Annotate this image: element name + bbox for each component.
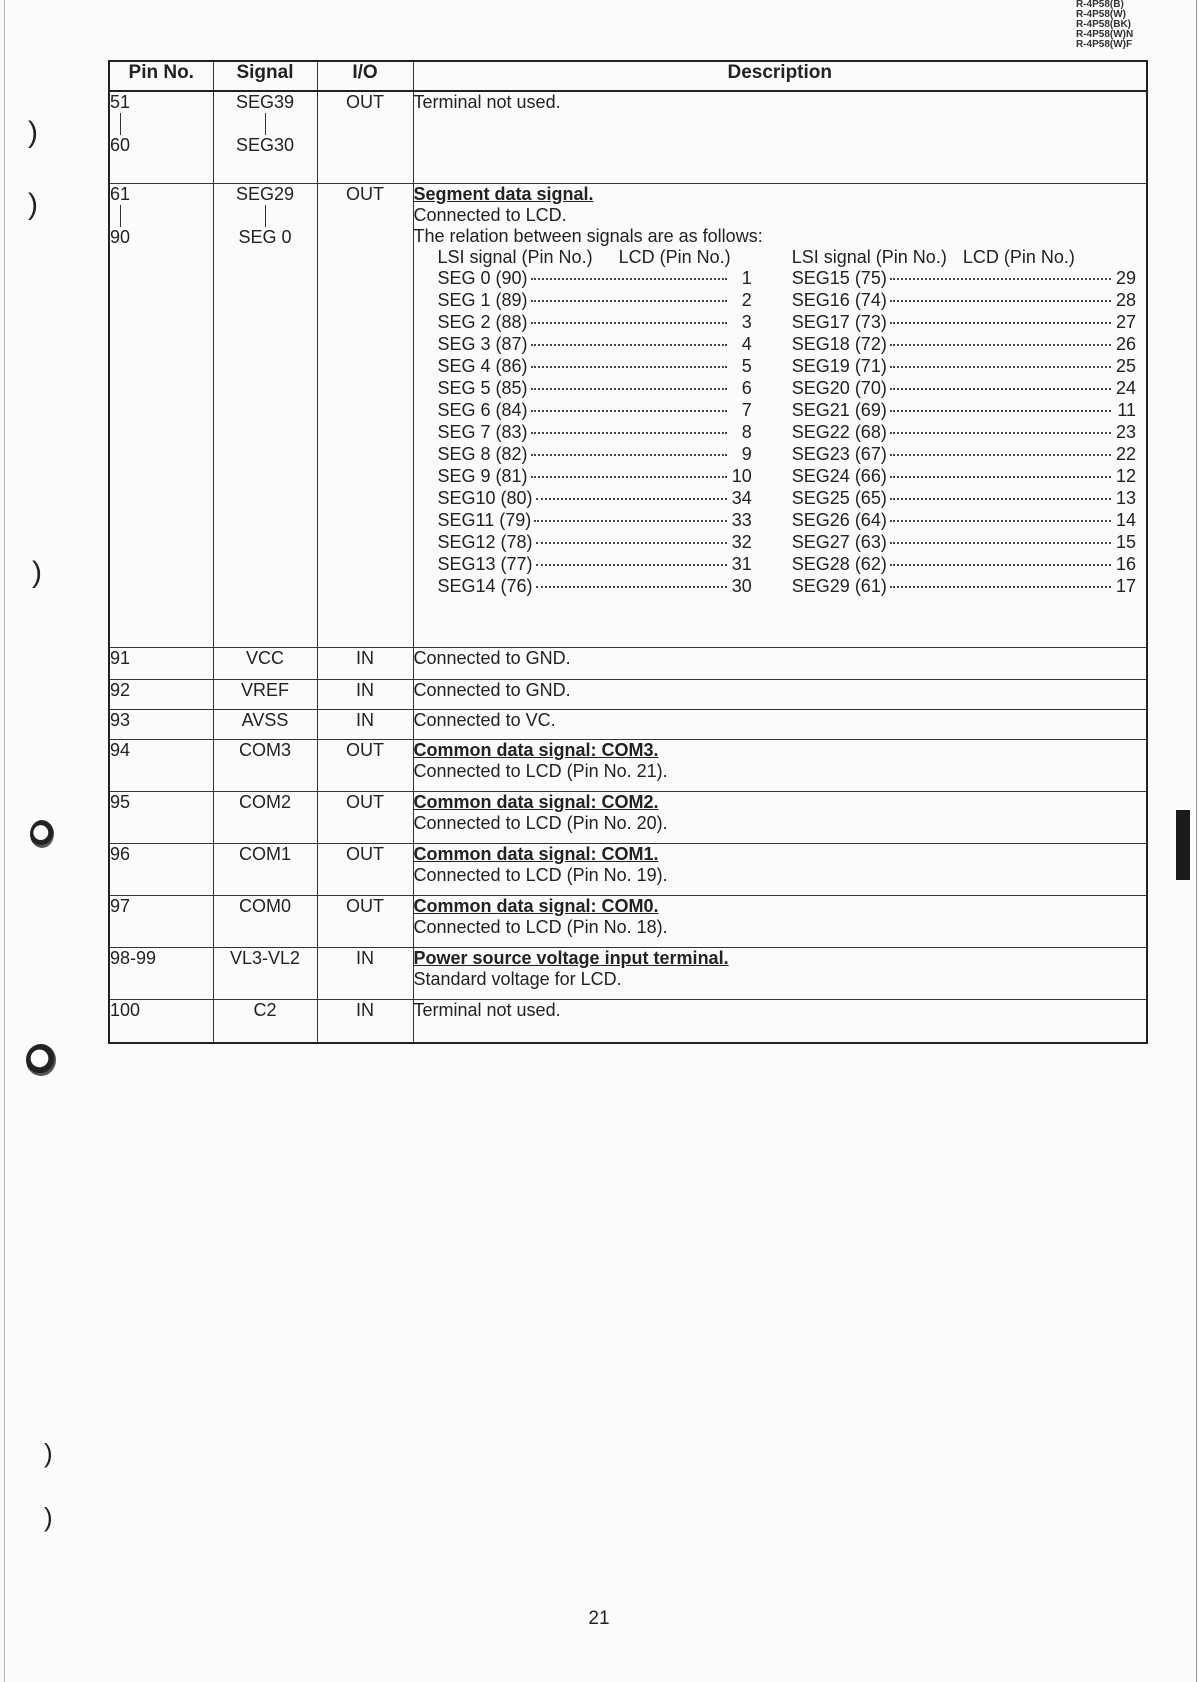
signal-cell bbox=[213, 183, 317, 647]
lsi-signal: SEG20 (70) bbox=[791, 377, 887, 398]
pin-cell: 92 bbox=[109, 679, 213, 709]
table-header-row bbox=[109, 61, 1147, 91]
description-line: Connected to LCD (Pin No. 18). bbox=[413, 916, 668, 937]
table-row bbox=[109, 999, 1147, 1043]
lsi-signal: SEG 2 (88) bbox=[437, 311, 528, 332]
page-number: 21 bbox=[588, 1608, 610, 1629]
description-cell bbox=[413, 895, 1147, 947]
dot-leader bbox=[890, 586, 1111, 588]
dot-leader bbox=[890, 322, 1111, 324]
dot-leader bbox=[531, 388, 727, 390]
binder-mark: ) bbox=[44, 1502, 53, 1532]
relation-grid bbox=[438, 268, 1147, 598]
description-title: Common data signal: COM2. bbox=[413, 791, 659, 812]
relation-item bbox=[438, 378, 752, 400]
lcd-pin: 28 bbox=[1115, 289, 1136, 310]
pin-cell bbox=[109, 183, 213, 647]
signal-cell: COM2 bbox=[213, 791, 317, 843]
relation-item bbox=[792, 466, 1136, 488]
pin-to: 60 bbox=[110, 135, 131, 155]
io-cell: OUT bbox=[317, 91, 413, 183]
dot-leader bbox=[531, 410, 727, 412]
relation-item bbox=[438, 334, 752, 356]
dot-leader bbox=[890, 388, 1111, 390]
side-tab-marker bbox=[1176, 810, 1190, 880]
description-line: Connected to LCD (Pin No. 20). bbox=[413, 812, 668, 833]
header-pin-no: Pin No. bbox=[109, 61, 213, 91]
lcd-col-header: LCD (Pin No.) bbox=[962, 246, 1075, 267]
lcd-pin: 15 bbox=[1115, 531, 1136, 552]
description-line: Connected to GND. bbox=[413, 679, 571, 700]
pin-cell bbox=[109, 91, 213, 183]
relation-item bbox=[438, 466, 752, 488]
lsi-signal: SEG21 (69) bbox=[791, 399, 887, 420]
relation-item bbox=[792, 356, 1136, 378]
description-line: The relation between signals are as follows: bbox=[413, 225, 763, 246]
lcd-pin: 23 bbox=[1115, 421, 1136, 442]
lcd-pin: 9 bbox=[741, 443, 752, 464]
description-title: Common data signal: COM3. bbox=[413, 739, 659, 760]
dot-leader bbox=[531, 476, 727, 478]
description-cell bbox=[413, 183, 1147, 647]
description-title: Common data signal: COM0. bbox=[413, 895, 659, 916]
lsi-signal: SEG 3 (87) bbox=[437, 333, 528, 354]
dot-leader bbox=[536, 498, 727, 500]
lsi-signal: SEG22 (68) bbox=[791, 421, 887, 442]
lcd-pin: 32 bbox=[731, 531, 752, 552]
pin-cell: 100 bbox=[109, 999, 213, 1043]
lsi-signal: SEG26 (64) bbox=[791, 509, 887, 530]
model-code: R-4P58(BK) bbox=[1076, 19, 1132, 30]
signal-cell: COM1 bbox=[213, 843, 317, 895]
signal-cell: VL3-VL2 bbox=[213, 947, 317, 999]
lcd-pin: 13 bbox=[1115, 487, 1136, 508]
dot-leader bbox=[890, 454, 1111, 456]
header-io: I/O bbox=[317, 61, 413, 91]
dot-leader bbox=[890, 542, 1111, 544]
signal-cell: C2 bbox=[213, 999, 317, 1043]
lsi-signal: SEG 5 (85) bbox=[437, 377, 528, 398]
relation-item bbox=[438, 554, 752, 576]
signal-cell: VCC bbox=[213, 647, 317, 679]
lcd-pin: 11 bbox=[1117, 399, 1136, 420]
lsi-signal: SEG24 (66) bbox=[791, 465, 887, 486]
description-line: Connected to LCD (Pin No. 19). bbox=[413, 864, 668, 885]
io-cell: OUT bbox=[317, 843, 413, 895]
relation-list-right bbox=[792, 268, 1146, 598]
io-cell: IN bbox=[317, 679, 413, 709]
relation-item bbox=[792, 334, 1136, 356]
description-cell bbox=[413, 999, 1147, 1043]
pin-to: 90 bbox=[110, 226, 131, 247]
lsi-signal: SEG 0 (90) bbox=[437, 267, 528, 288]
lcd-pin: 12 bbox=[1115, 465, 1136, 486]
lsi-signal: SEG25 (65) bbox=[791, 487, 887, 508]
io-cell: IN bbox=[317, 999, 413, 1043]
pin-cell: 98-99 bbox=[109, 947, 213, 999]
binder-mark: ) bbox=[44, 1438, 53, 1468]
lsi-signal: SEG14 (76) bbox=[437, 575, 533, 596]
description-line: Standard voltage for LCD. bbox=[413, 968, 622, 989]
pin-cell: 91 bbox=[109, 647, 213, 679]
relation-item bbox=[438, 290, 752, 312]
dot-leader bbox=[890, 410, 1111, 412]
relation-item bbox=[792, 576, 1136, 598]
relation-item bbox=[792, 554, 1136, 576]
lsi-signal: SEG11 (79) bbox=[437, 509, 532, 530]
description-line: Connected to VC. bbox=[413, 709, 556, 730]
relation-header bbox=[438, 247, 1147, 268]
io-cell: OUT bbox=[317, 895, 413, 947]
relation-item bbox=[792, 290, 1136, 312]
lsi-signal: SEG18 (72) bbox=[791, 333, 887, 354]
left-edge-line bbox=[4, 0, 5, 1682]
description-cell bbox=[413, 739, 1147, 791]
table-row bbox=[109, 739, 1147, 791]
lcd-pin: 8 bbox=[741, 421, 752, 442]
lcd-pin: 1 bbox=[741, 267, 752, 288]
relation-item bbox=[438, 532, 752, 554]
lsi-signal: SEG12 (78) bbox=[437, 531, 533, 552]
lcd-pin: 25 bbox=[1115, 355, 1136, 376]
pin-from: 51 bbox=[110, 92, 131, 112]
lsi-signal: SEG 1 (89) bbox=[437, 289, 528, 310]
dot-leader bbox=[536, 542, 727, 544]
dot-leader bbox=[890, 564, 1111, 566]
relation-item bbox=[438, 356, 752, 378]
lsi-signal: SEG28 (62) bbox=[791, 553, 887, 574]
lsi-signal: SEG 8 (82) bbox=[437, 443, 528, 464]
table-row bbox=[109, 791, 1147, 843]
relation-item bbox=[438, 444, 752, 466]
relation-item bbox=[792, 422, 1136, 444]
relation-item bbox=[792, 312, 1136, 334]
relation-item bbox=[792, 268, 1136, 290]
relation-item bbox=[792, 532, 1136, 554]
description-cell bbox=[413, 679, 1147, 709]
binder-hole bbox=[30, 820, 54, 848]
dot-leader bbox=[890, 476, 1111, 478]
description-line: Terminal not used. bbox=[413, 999, 561, 1020]
lcd-col-header: LCD (Pin No.) bbox=[618, 246, 731, 267]
description-cell bbox=[413, 791, 1147, 843]
pin-cell: 96 bbox=[109, 843, 213, 895]
binder-hole bbox=[26, 1044, 56, 1076]
lsi-signal: SEG17 (73) bbox=[791, 311, 887, 332]
relation-item bbox=[438, 422, 752, 444]
lsi-signal: SEG 4 (86) bbox=[437, 355, 528, 376]
lsi-signal: SEG 7 (83) bbox=[437, 421, 528, 442]
lcd-pin: 33 bbox=[731, 509, 752, 530]
pin-cell: 97 bbox=[109, 895, 213, 947]
description-line: Connected to LCD. bbox=[413, 204, 567, 225]
model-code: R-4P58(W) bbox=[1076, 9, 1127, 20]
lsi-signal: SEG29 (61) bbox=[791, 575, 887, 596]
signal-from: SEG39 bbox=[235, 92, 295, 112]
description-line: Connected to GND. bbox=[413, 647, 571, 668]
signal-cell bbox=[213, 91, 317, 183]
pin-cell: 94 bbox=[109, 739, 213, 791]
lsi-signal: SEG27 (63) bbox=[791, 531, 887, 552]
dot-leader bbox=[531, 300, 727, 302]
dot-leader bbox=[890, 366, 1111, 368]
lcd-pin: 26 bbox=[1115, 333, 1136, 354]
description-cell bbox=[413, 947, 1147, 999]
lsi-col-header: LSI signal (Pin No.) bbox=[437, 246, 593, 267]
relation-item bbox=[438, 488, 752, 510]
model-code: R-4P58(B) bbox=[1076, 0, 1124, 10]
relation-item bbox=[438, 400, 752, 422]
binder-mark: ) bbox=[32, 556, 42, 589]
io-cell: OUT bbox=[317, 183, 413, 647]
table-row bbox=[109, 895, 1147, 947]
lsi-signal: SEG 9 (81) bbox=[437, 465, 528, 486]
lcd-pin: 6 bbox=[741, 377, 752, 398]
dot-leader bbox=[890, 300, 1111, 302]
lsi-col-header: LSI signal (Pin No.) bbox=[791, 246, 947, 267]
table-row bbox=[109, 947, 1147, 999]
model-codes bbox=[1076, 0, 1186, 50]
description-title: Power source voltage input terminal. bbox=[413, 947, 729, 968]
relation-item bbox=[792, 378, 1136, 400]
lcd-pin: 5 bbox=[741, 355, 752, 376]
dot-leader bbox=[531, 454, 727, 456]
dot-leader bbox=[890, 344, 1111, 346]
table-row bbox=[109, 709, 1147, 739]
description-title: Segment data signal. bbox=[413, 183, 594, 204]
lsi-signal: SEG23 (67) bbox=[791, 443, 887, 464]
pin-table bbox=[108, 60, 1148, 1044]
lcd-pin: 27 bbox=[1115, 311, 1136, 332]
io-cell: IN bbox=[317, 947, 413, 999]
dot-leader bbox=[536, 586, 727, 588]
lcd-pin: 34 bbox=[731, 487, 752, 508]
relation-item bbox=[438, 312, 752, 334]
description-cell: Terminal not used. bbox=[413, 91, 1147, 183]
lcd-pin: 7 bbox=[741, 399, 752, 420]
lcd-pin: 10 bbox=[731, 465, 752, 486]
dot-leader bbox=[534, 520, 727, 522]
table-row bbox=[109, 91, 1147, 183]
description-cell bbox=[413, 709, 1147, 739]
dot-leader bbox=[531, 322, 727, 324]
pin-cell: 95 bbox=[109, 791, 213, 843]
io-cell: OUT bbox=[317, 791, 413, 843]
table-row bbox=[109, 679, 1147, 709]
lcd-pin: 16 bbox=[1115, 553, 1136, 574]
lcd-pin: 3 bbox=[741, 311, 752, 332]
relation-item bbox=[792, 488, 1136, 510]
signal-cell: COM0 bbox=[213, 895, 317, 947]
dot-leader bbox=[890, 520, 1111, 522]
lsi-signal: SEG10 (80) bbox=[437, 487, 533, 508]
table-row bbox=[109, 183, 1147, 647]
lsi-signal: SEG19 (71) bbox=[791, 355, 887, 376]
relation-item bbox=[438, 510, 752, 532]
header-description: Description bbox=[413, 61, 1147, 91]
pin-from: 61 bbox=[110, 183, 131, 204]
io-cell: IN bbox=[317, 647, 413, 679]
signal-cell: COM3 bbox=[213, 739, 317, 791]
description-title: Common data signal: COM1. bbox=[413, 843, 659, 864]
right-edge-line bbox=[1196, 0, 1197, 1682]
relation-item bbox=[792, 444, 1136, 466]
dot-leader bbox=[531, 344, 727, 346]
dot-leader bbox=[536, 564, 727, 566]
binder-mark: ) bbox=[28, 188, 38, 221]
lcd-pin: 24 bbox=[1115, 377, 1136, 398]
lcd-pin: 29 bbox=[1115, 267, 1136, 288]
relation-item bbox=[438, 268, 752, 290]
lsi-signal: SEG13 (77) bbox=[437, 553, 533, 574]
relation-item bbox=[438, 576, 752, 598]
model-code: R-4P58(W)N bbox=[1076, 29, 1134, 40]
relation-item bbox=[792, 510, 1136, 532]
relation-item bbox=[792, 400, 1136, 422]
description-line: Connected to LCD (Pin No. 21). bbox=[413, 760, 668, 781]
lsi-signal: SEG15 (75) bbox=[791, 267, 887, 288]
description-cell bbox=[413, 647, 1147, 679]
dot-leader bbox=[531, 278, 727, 280]
signal-to: SEG 0 bbox=[238, 226, 292, 247]
dot-leader bbox=[890, 432, 1111, 434]
relation-list-left bbox=[438, 268, 792, 598]
lcd-pin: 30 bbox=[731, 575, 752, 596]
pin-cell: 93 bbox=[109, 709, 213, 739]
binder-mark: ) bbox=[28, 116, 38, 149]
dot-leader bbox=[890, 278, 1111, 280]
signal-cell: VREF bbox=[213, 679, 317, 709]
description-cell bbox=[413, 843, 1147, 895]
lcd-pin: 22 bbox=[1115, 443, 1136, 464]
signal-to: SEG30 bbox=[235, 135, 295, 155]
lcd-pin: 2 bbox=[741, 289, 752, 310]
io-cell: IN bbox=[317, 709, 413, 739]
lsi-signal: SEG 6 (84) bbox=[437, 399, 528, 420]
lcd-pin: 14 bbox=[1115, 509, 1136, 530]
io-cell: OUT bbox=[317, 739, 413, 791]
lcd-pin: 31 bbox=[731, 553, 752, 574]
header-signal: Signal bbox=[213, 61, 317, 91]
lcd-pin: 17 bbox=[1115, 575, 1136, 596]
model-code: R-4P58(W)F bbox=[1076, 39, 1133, 50]
dot-leader bbox=[890, 498, 1111, 500]
lcd-pin: 4 bbox=[741, 333, 752, 354]
dot-leader bbox=[531, 432, 727, 434]
signal-from: SEG29 bbox=[235, 183, 295, 204]
lsi-signal: SEG16 (74) bbox=[791, 289, 887, 310]
dot-leader bbox=[531, 366, 727, 368]
table-row bbox=[109, 647, 1147, 679]
table-row bbox=[109, 843, 1147, 895]
signal-cell: AVSS bbox=[213, 709, 317, 739]
